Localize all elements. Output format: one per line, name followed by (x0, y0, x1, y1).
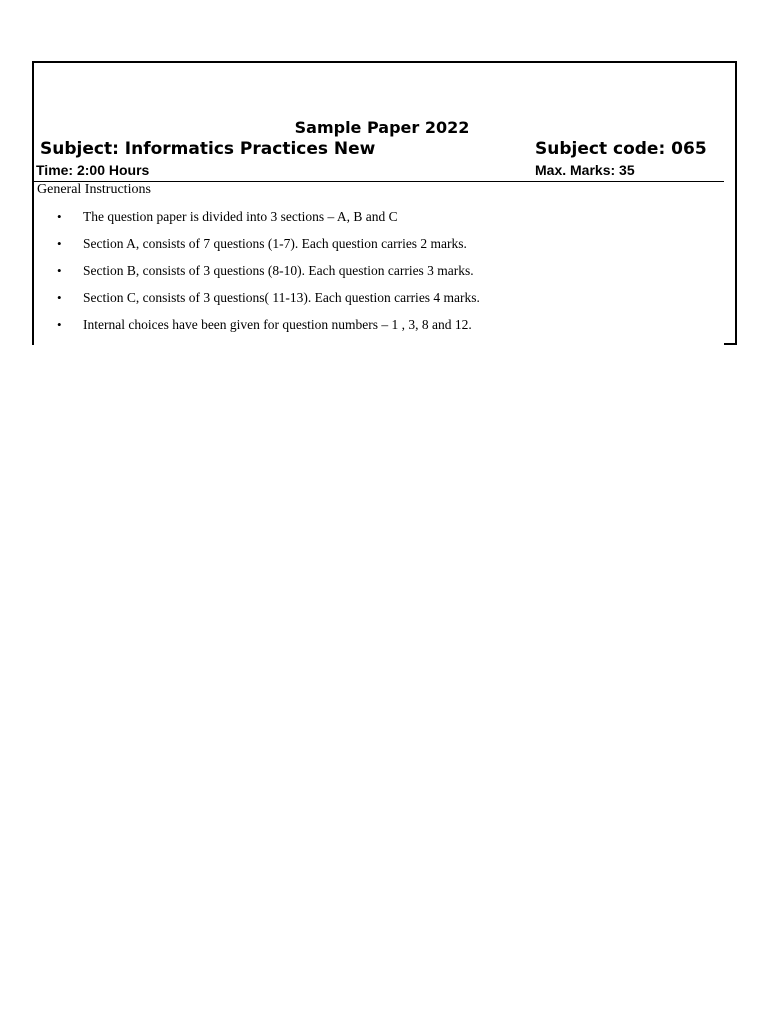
page-border-tick (724, 343, 737, 345)
time-label: Time: 2:00 Hours (36, 162, 150, 178)
instruction-item (57, 235, 480, 262)
instructions-list (57, 208, 480, 343)
instruction-text: Internal choices have been given for question numbers – 1 , 3, 8 and 12. (83, 317, 472, 332)
instruction-item (57, 262, 480, 289)
instruction-text: Section A, consists of 7 questions (1-7). Each question carries 2 marks. (83, 236, 467, 251)
max-marks-label: Max. Marks: 35 (535, 162, 635, 178)
paper-title: Sample Paper 2022 (294, 118, 470, 137)
instruction-text: The question paper is divided into 3 sections – A, B and C (83, 209, 398, 224)
bullet-icon: • (57, 290, 62, 305)
instruction-text: Section B, consists of 3 questions (8-10). Each question carries 3 marks. (83, 263, 474, 278)
instruction-item (57, 208, 480, 235)
instruction-text: Section C, consists of 3 questions( 11-13). Each question carries 4 marks. (83, 290, 480, 305)
bullet-icon: • (57, 263, 62, 278)
subject-label: Subject: Informatics Practices New (40, 139, 376, 159)
instruction-item (57, 316, 480, 343)
instructions-heading: General Instructions (37, 182, 151, 197)
bullet-icon: • (57, 317, 62, 332)
bullet-icon: • (57, 209, 62, 224)
instruction-item (57, 289, 480, 316)
subject-code-label: Subject code: 065 (535, 139, 707, 159)
bullet-icon: • (57, 236, 62, 251)
